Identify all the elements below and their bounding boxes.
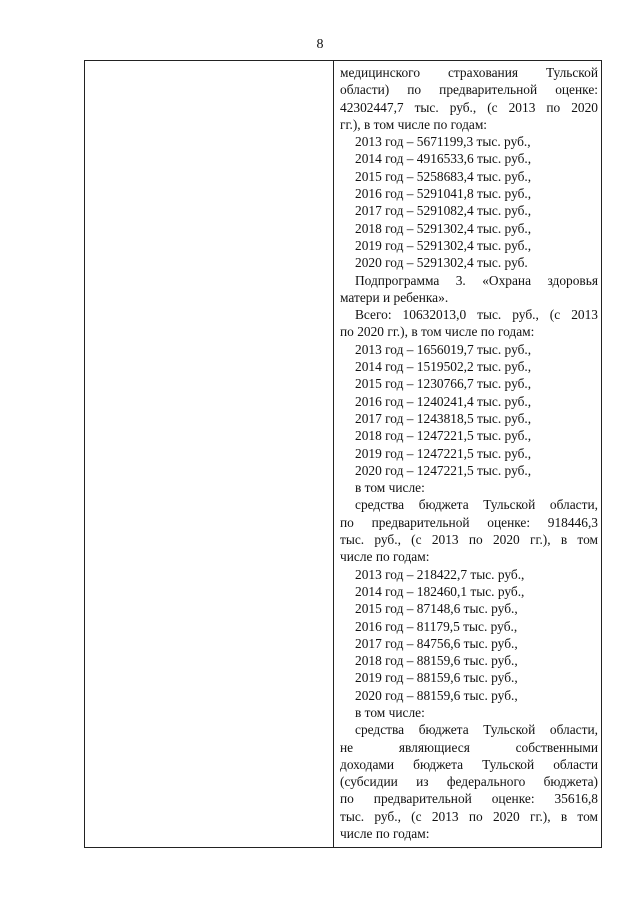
- text-line: 2019 год – 1247221,5 тыс. руб.,: [355, 445, 532, 461]
- text-line: 2017 год – 5291082,4 тыс. руб.,: [355, 203, 532, 219]
- table-left-cell: [85, 61, 334, 847]
- table-right-cell: [340, 64, 598, 842]
- text-line: 2018 год – 1247221,5 тыс. руб.,: [355, 428, 532, 444]
- text-line: 2013 год – 5671199,3 тыс. руб.,: [355, 134, 531, 150]
- text-line: 2019 год – 5291302,4 тыс. руб.,: [355, 237, 532, 253]
- text-line: 42302447,7 тыс. руб., (с 2013 по 2020: [340, 99, 598, 115]
- text-line: 2016 год – 1240241,4 тыс. руб.,: [355, 393, 532, 409]
- text-line: тыс. руб., (с 2013 по 2020 гг.), в том: [340, 808, 598, 824]
- text-line: 2015 год – 1230766,7 тыс. руб.,: [355, 376, 532, 392]
- text-line: по 2020 гг.), в том числе по годам:: [340, 324, 535, 340]
- text-line: 2014 год – 1519502,2 тыс. руб.,: [355, 359, 532, 375]
- text-line: 2013 год – 218422,7 тыс. руб.,: [355, 566, 525, 582]
- text-line: 2016 год – 81179,5 тыс. руб.,: [355, 618, 518, 634]
- text-line: 2017 год – 84756,6 тыс. руб.,: [355, 635, 518, 651]
- text-line: 2018 год – 5291302,4 тыс. руб.,: [355, 220, 532, 236]
- text-line: средства бюджета Тульской области,: [355, 722, 598, 738]
- text-line: 2017 год – 1243818,5 тыс. руб.,: [355, 410, 532, 426]
- text-line: числе по годам:: [340, 826, 430, 842]
- text-line: Подпрограмма 3. «Охрана здоровья: [355, 272, 598, 288]
- text-line: медицинского страхования Тульской: [340, 65, 598, 80]
- text-line: в том числе:: [355, 480, 425, 496]
- text-line: 2019 год – 88159,6 тыс. руб.,: [355, 670, 518, 686]
- text-line: в том числе:: [355, 704, 425, 720]
- text-line: по предварительной оценке: 918446,3: [340, 514, 598, 530]
- text-line: (субсидии из федерального бюджета): [340, 774, 598, 790]
- text-line: 2015 год – 5258683,4 тыс. руб.,: [355, 168, 532, 184]
- text-line: 2014 год – 4916533,6 тыс. руб.,: [355, 151, 532, 167]
- text-line: Всего: 10632013,0 тыс. руб., (с 2013: [355, 307, 598, 323]
- text-line: матери и ребенка».: [340, 289, 449, 305]
- text-line: по предварительной оценке: 35616,8: [340, 791, 598, 807]
- text-line: числе по годам:: [340, 549, 430, 565]
- text-line: не являющиеся собственными: [340, 739, 598, 755]
- document-table: [84, 60, 602, 848]
- text-line: доходами бюджета Тульской области: [340, 756, 598, 772]
- text-line: 2020 год – 88159,6 тыс. руб.,: [355, 687, 518, 703]
- page-number: 8: [316, 37, 324, 52]
- text-line: средства бюджета Тульской области,: [355, 497, 598, 513]
- text-line: 2020 год – 5291302,4 тыс. руб.: [355, 255, 528, 271]
- text-line: 2013 год – 1656019,7 тыс. руб.,: [355, 341, 532, 357]
- text-line: 2014 год – 182460,1 тыс. руб.,: [355, 583, 525, 599]
- text-line: 2015 год – 87148,6 тыс. руб.,: [355, 601, 518, 617]
- text-line: тыс. руб., (с 2013 по 2020 гг.), в том: [340, 532, 598, 548]
- text-line: 2020 год – 1247221,5 тыс. руб.,: [355, 462, 532, 478]
- text-line: гг.), в том числе по годам:: [340, 116, 488, 132]
- text-line: области) по предварительной оценке:: [340, 82, 598, 98]
- text-line: 2016 год – 5291041,8 тыс. руб.,: [355, 186, 532, 202]
- text-line: 2018 год – 88159,6 тыс. руб.,: [355, 653, 518, 669]
